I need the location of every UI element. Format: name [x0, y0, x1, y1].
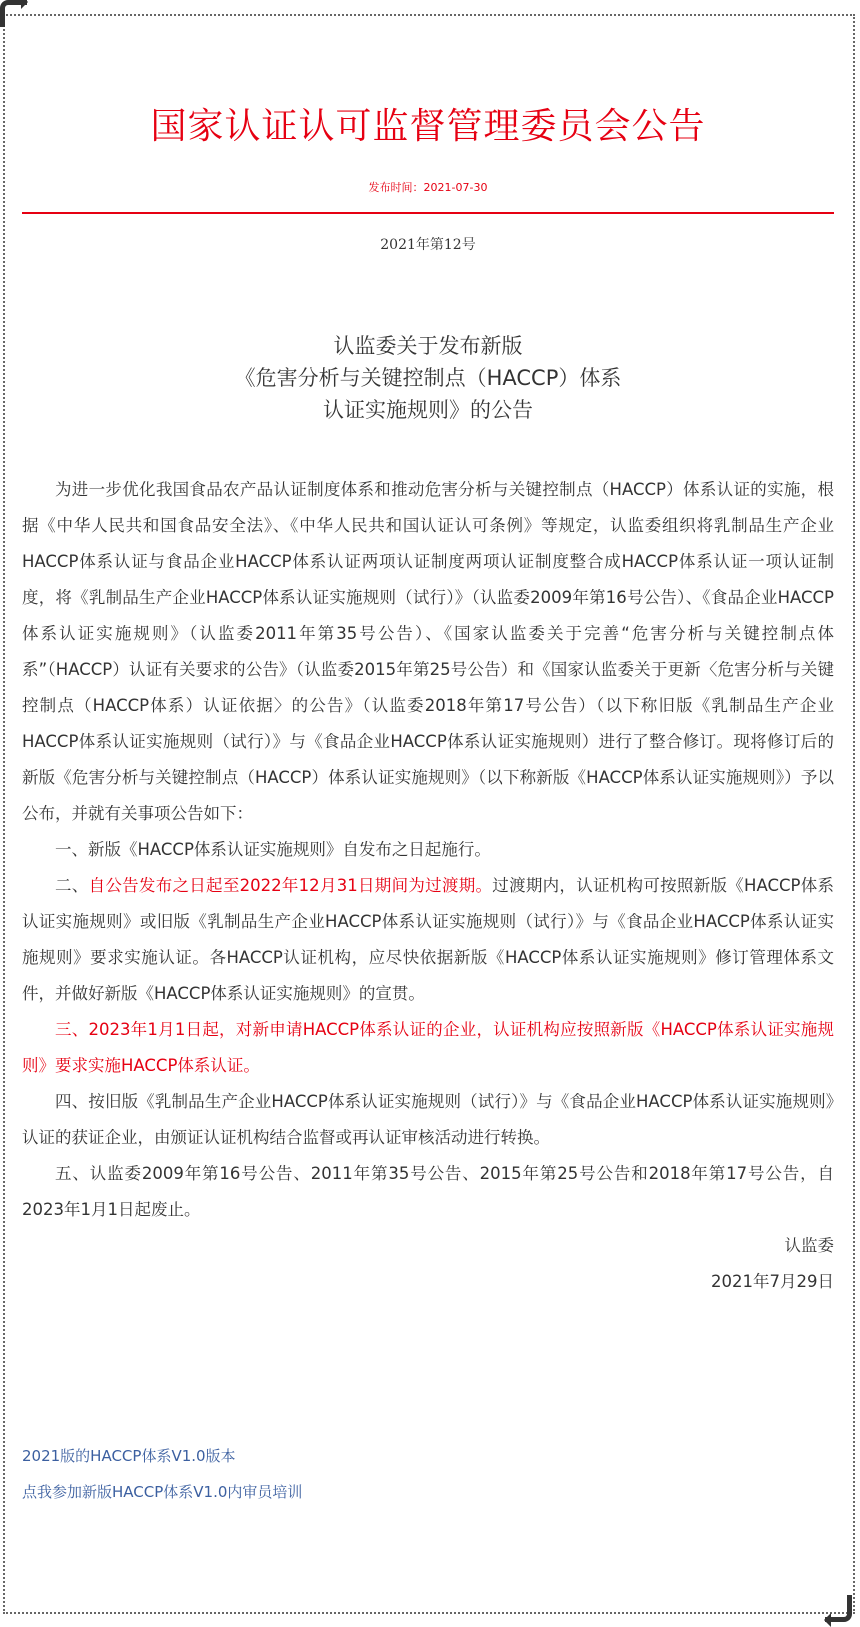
publish-date: 发布时间：2021-07-30: [368, 181, 488, 194]
item-2: [22, 868, 834, 1012]
item-3: 三、2023年1月1日起，对新申请HACCP体系认证的企业，认证机构应按照新版《HACCP体系认证实施规则》要求实施HACCP体系认证。: [22, 1020, 834, 1075]
auditor-training-link[interactable]: 点我参加新版HACCP体系V1.0内审员培训: [22, 1483, 303, 1501]
heading-line: 认监委关于发布新版: [333, 334, 523, 358]
corner-arrow-icon: [0, 0, 27, 27]
announcement-body: [22, 472, 834, 1300]
issue-number: 2021年第12号: [380, 237, 476, 253]
item-2-text: 过渡期内，认证机构可按照新版《HACCP体系认证实施规则》或旧版《乳制品生产企业HACCP体系认证实施规则（试行）》与《食品企业HACCP体系认证实施规则》要求实施认证。各HACCP认证机构，应尽快依据新版《HACCP体系认证实施规则》修订管理体系文件，并做好新版《HACCP体系认证实施规则》的宣贯。: [22, 876, 835, 1003]
announcement-heading: [22, 330, 834, 426]
signature-date: 2021年7月29日: [711, 1272, 834, 1291]
corner-arrow-icon: [825, 1595, 852, 1622]
item-5: 五、认监委2009年第16号公告、2011年第35号公告、2015年第25号公告和2018年第17号公告，自2023年1月1日起废止。: [22, 1164, 834, 1219]
transition-period-highlight: 自公告发布之日起至2022年12月31日期间为过渡期。: [88, 876, 493, 895]
title-divider: [22, 212, 834, 214]
item-2-prefix: 二、: [55, 876, 89, 895]
related-links: [22, 1438, 834, 1510]
heading-line: 认证实施规则》的公告: [323, 398, 533, 422]
item-4: 四、按旧版《乳制品生产企业HACCP体系认证实施规则（试行）》与《食品企业HACCP体系认证实施规则》认证的获证企业，由颁证认证机构结合监督或再认证审核活动进行转换。: [22, 1092, 834, 1147]
intro-paragraph: 为进一步优化我国食品农产品认证制度体系和推动危害分析与关键控制点（HACCP）体系认证的实施，根据《中华人民共和国食品安全法》、《中华人民共和国认证认可条例》等规定，认监委组织将乳制品生产企业HACCP体系认证与食品企业HACCP体系认证两项认证制度两项认证制度整合成HACCP体系认证一项认证制度，将《乳制品生产企业HACCP体系认证实施规则（试行）》（认监委2009年第16号公告）、《食品企业HACCP体系认证实施规则》（认监委2011年第35号公告）、《国家认监委关于完善“危害分析与关键控制点体系”（HACCP）认证有关要求的公告》（认监委2015年第25号公告）和《国家认监委关于更新〈危害分析与关键控制点（HACCP体系）认证依据〉的公告》（认监委2018年第17号公告）（以下称旧版《乳制品生产企业HACCP体系认证实施规则（试行）》与《食品企业HACCP体系认证实施规则）进行了整合修订。现将修订后的新版《危害分析与关键控制点（HACCP）体系认证实施规则》（以下称新版《HACCP体系认证实施规则》）予以公布，并就有关事项公告如下：: [22, 480, 834, 823]
signature: 认监委: [784, 1236, 834, 1255]
page-title: 国家认证认可监督管理委员会公告: [150, 106, 706, 147]
heading-line: 《危害分析与关键控制点（HACCP）体系: [234, 366, 622, 390]
haccp-v1-link[interactable]: 2021版的HACCP体系V1.0版本: [22, 1447, 236, 1465]
item-1: 一、新版《HACCP体系认证实施规则》自发布之日起施行。: [55, 840, 491, 859]
